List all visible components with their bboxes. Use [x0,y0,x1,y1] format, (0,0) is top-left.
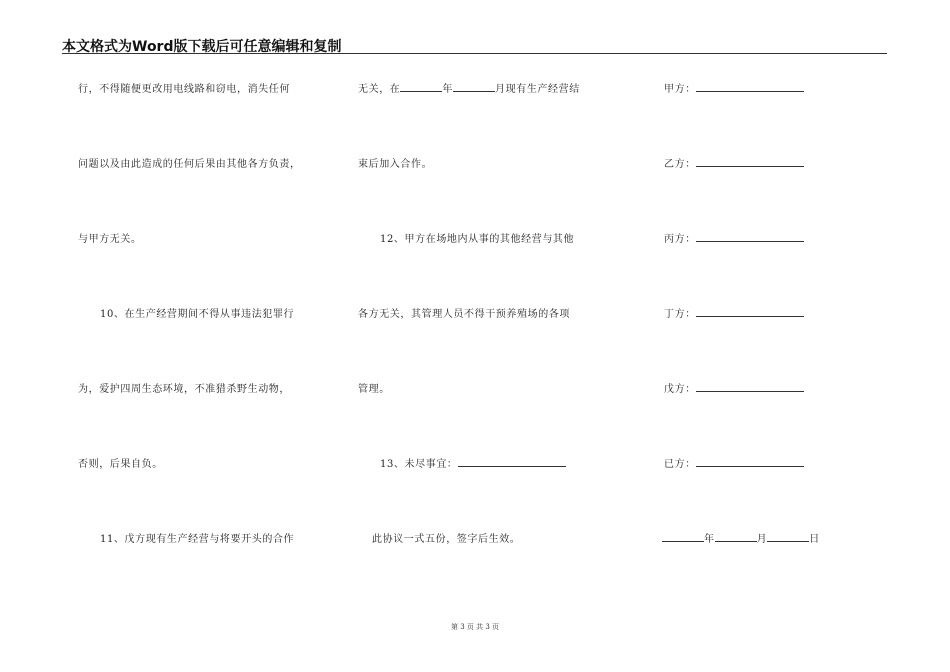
signature-line [664,80,804,95]
text-line [380,455,566,470]
party-label: 已方： [664,459,696,470]
signature-line [664,305,804,320]
signature-blank [696,382,804,392]
signature-line [664,155,804,170]
text-line: 12、甲方在场地内从事的其他经营与其他 [380,234,575,245]
blank-matters [458,457,566,467]
text-fragment: 无关，在 [358,84,401,95]
blank-month [715,532,757,542]
signature-line [664,380,804,395]
date-month-label: 月 [756,534,768,545]
signature-blank [696,307,804,317]
party-label: 丁方： [664,309,696,320]
text-line: 束后加入合作。 [358,159,433,170]
date-day-label: 日 [809,534,820,545]
blank-month [453,82,495,92]
signature-blank [696,82,804,92]
date-year-label: 年 [704,534,715,545]
text-line: 管理。 [358,384,390,395]
text-line: 否则，后果自负。 [78,459,163,470]
signature-line [664,230,804,245]
document-header: 本文格式为Word版下载后可任意编辑和复制 [62,39,342,55]
blank-day [767,532,809,542]
signature-blank [696,157,804,167]
text-line: 10、在生产经营期间不得从事违法犯罪行 [100,309,295,320]
header-rule [62,53,887,54]
blank-year [662,532,704,542]
party-label: 丙方： [664,234,696,245]
page-footer: 第 3 页 共 3 页 [450,623,500,631]
party-label: 甲方： [664,84,696,95]
text-fragment: 13、未尽事宜： [380,459,458,470]
signature-blank [696,232,804,242]
date-line [662,530,820,545]
party-label: 戊方： [664,384,696,395]
text-line [358,80,580,95]
text-line: 11、戊方现有生产经营与将要开头的合作 [100,534,295,545]
signature-line [664,455,804,470]
text-fragment: 月现有生产经营结 [495,84,580,95]
signature-blank [696,457,804,467]
text-fragment: 年 [442,84,454,95]
text-line: 行，不得随便更改用电线路和窃电，消失任何 [78,84,290,95]
text-line: 此协议一式五份，签字后生效。 [372,534,521,545]
text-line: 与甲方无关。 [78,234,142,245]
text-line: 问题以及由此造成的任何后果由其他各方负责， [78,159,301,170]
text-line: 各方无关，其管理人员不得干预养殖场的各项 [358,309,570,320]
party-label: 乙方： [664,159,696,170]
blank-year [400,82,442,92]
text-line: 为，爱护四周生态环境，不准猎杀野生动物， [78,384,290,395]
